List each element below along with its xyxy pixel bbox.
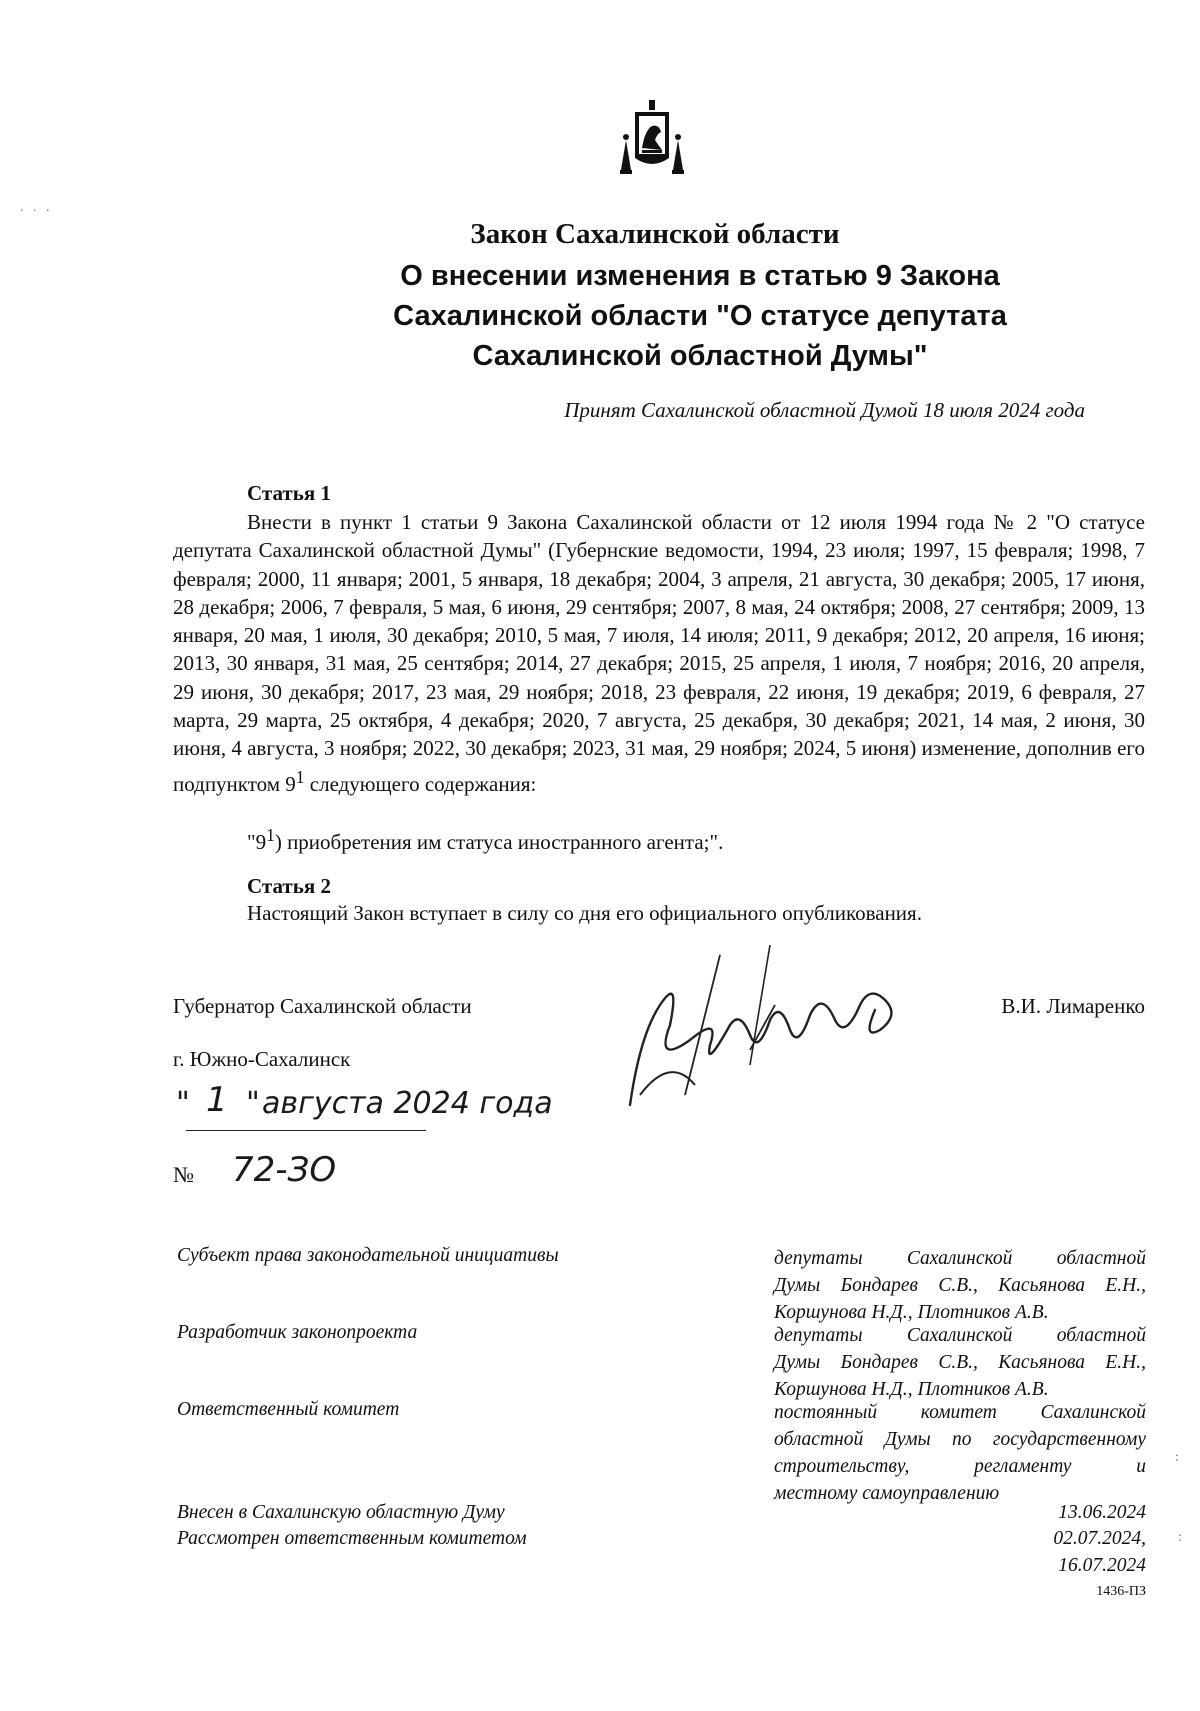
quote-end: ) приобретения им статуса иностранного агента;".: [274, 830, 724, 854]
quote-start: "9: [247, 830, 267, 854]
adoption-note: Принят Сахалинской областной Думой 18 июля 2024 года: [564, 398, 1085, 422]
law-title-line: Сахалинской области "О статусе депутата: [393, 300, 1007, 332]
article-1-quote: [247, 825, 723, 855]
article-1-body-end: следующего содержания:: [304, 771, 537, 796]
submitted-date: 13.06.2024: [1058, 1502, 1146, 1523]
meta-line: Коршунова Н.Д., Плотников А.В.: [774, 1302, 1049, 1323]
scan-noise: . . .: [20, 200, 53, 215]
article-1-text: [173, 508, 1145, 798]
coat-of-arms-icon: [615, 100, 689, 184]
committee-value: [774, 1399, 1146, 1507]
meta-line: Коршунова Н.Д., Плотников А.В.: [774, 1379, 1049, 1400]
meta-line: строительству, регламенту и: [774, 1456, 1146, 1477]
document-code: 1436-ПЗ: [1096, 1584, 1146, 1599]
law-type-title: Закон Сахалинской области: [470, 218, 840, 250]
committee-label: Ответственный комитет: [177, 1399, 400, 1420]
handwritten-signature: [600, 945, 920, 1115]
date-quote-open: ": [176, 1086, 190, 1121]
number-label: №: [173, 1162, 194, 1187]
initiative-value: [774, 1245, 1146, 1326]
article-1-heading: Статья 1: [247, 481, 331, 505]
developer-label: Разработчик законопроекта: [177, 1322, 418, 1343]
initiative-label: Субъект права законодательной инициативы: [177, 1245, 559, 1266]
date-underline: [186, 1130, 426, 1131]
scan-noise: :: [1175, 1450, 1182, 1465]
signatory-name: В.И. Лимаренко: [1001, 994, 1145, 1018]
superscript: 1: [266, 825, 275, 845]
article-2-heading: Статья 2: [247, 874, 331, 898]
meta-line: местному самоуправлению: [774, 1483, 1000, 1504]
date-month-year: августа 2024 года: [262, 1086, 553, 1121]
meta-line: депутаты Сахалинской областной: [774, 1325, 1146, 1346]
date-day: 1: [206, 1080, 228, 1120]
article-2-text: Настоящий Закон вступает в силу со дня его официального опубликования.: [247, 901, 922, 925]
law-number: 72-ЗО: [232, 1150, 337, 1190]
reviewed-date: 02.07.2024,: [1053, 1528, 1146, 1549]
city: г. Южно-Сахалинск: [173, 1047, 351, 1071]
law-title-line: Сахалинской областной Думы": [472, 340, 928, 372]
developer-value: [774, 1322, 1146, 1403]
reviewed-date: 16.07.2024: [1058, 1555, 1146, 1576]
submitted-label: Внесен в Сахалинскую областную Думу: [177, 1502, 505, 1523]
law-title-line: О внесении изменения в статью 9 Закона: [400, 260, 1000, 292]
article-1-body: Внести в пункт 1 статьи 9 Закона Сахалинской области от 12 июля 1994 года № 2 "О статусе депутата Сахалинской областной Думы" (Губернские ведомости, 1994, 23 июля; 1997, 15 февраля; 1998, 7 февраля; 2000, 11 января; 2001, 5 января, 18 декабря; 2004, 3 апреля, 21 августа, 30 декабря; 2005, 17 июня, 28 декабря; 2006, 7 февраля, 5 мая, 6 июня, 29 сентября; 2007, 8 мая, 24 октября; 2008, 27 сентября; 2009, 13 января, 20 мая, 1 июля, 30 декабря; 2010, 5 мая, 7 июля, 14 июля; 2011, 9 декабря; 2012, 20 апреля, 16 июня; 2013, 30 января, 31 мая, 25 сентября; 2014, 27 декабря; 2015, 25 апреля, 1 июля, 7 ноября; 2016, 20 апреля, 29 июня, 30 декабря; 2017, 23 мая, 29 ноября; 2018, 23 февраля, 22 июня, 19 декабря; 2019, 6 февраля, 27 марта, 29 марта, 25 октября, 4 декабря; 2020, 7 августа, 25 декабря, 30 декабря; 2021, 14 мая, 2 июня, 30 июня, 4 августа, 3 ноября; 2022, 30 декабря; 2023, 31 мая, 29 ноября; 2024, 5 июня) изменение, дополнив его подпунктом 9: [173, 510, 1145, 796]
meta-line: постоянный комитет Сахалинской: [774, 1402, 1146, 1423]
scan-noise: :: [1178, 1530, 1185, 1545]
meta-line: областной Думы по государственному: [774, 1429, 1146, 1450]
superscript: 1: [295, 766, 305, 787]
meta-line: депутаты Сахалинской областной: [774, 1248, 1146, 1269]
signatory-position: Губернатор Сахалинской области: [173, 994, 472, 1018]
meta-line: Думы Бондарев С.В., Касьянова Е.Н.,: [774, 1275, 1146, 1296]
law-title: [250, 256, 1150, 376]
meta-line: Думы Бондарев С.В., Касьянова Е.Н.,: [774, 1352, 1146, 1373]
date-quote-close: ": [246, 1086, 260, 1121]
reviewed-label: Рассмотрен ответственным комитетом: [177, 1528, 527, 1549]
